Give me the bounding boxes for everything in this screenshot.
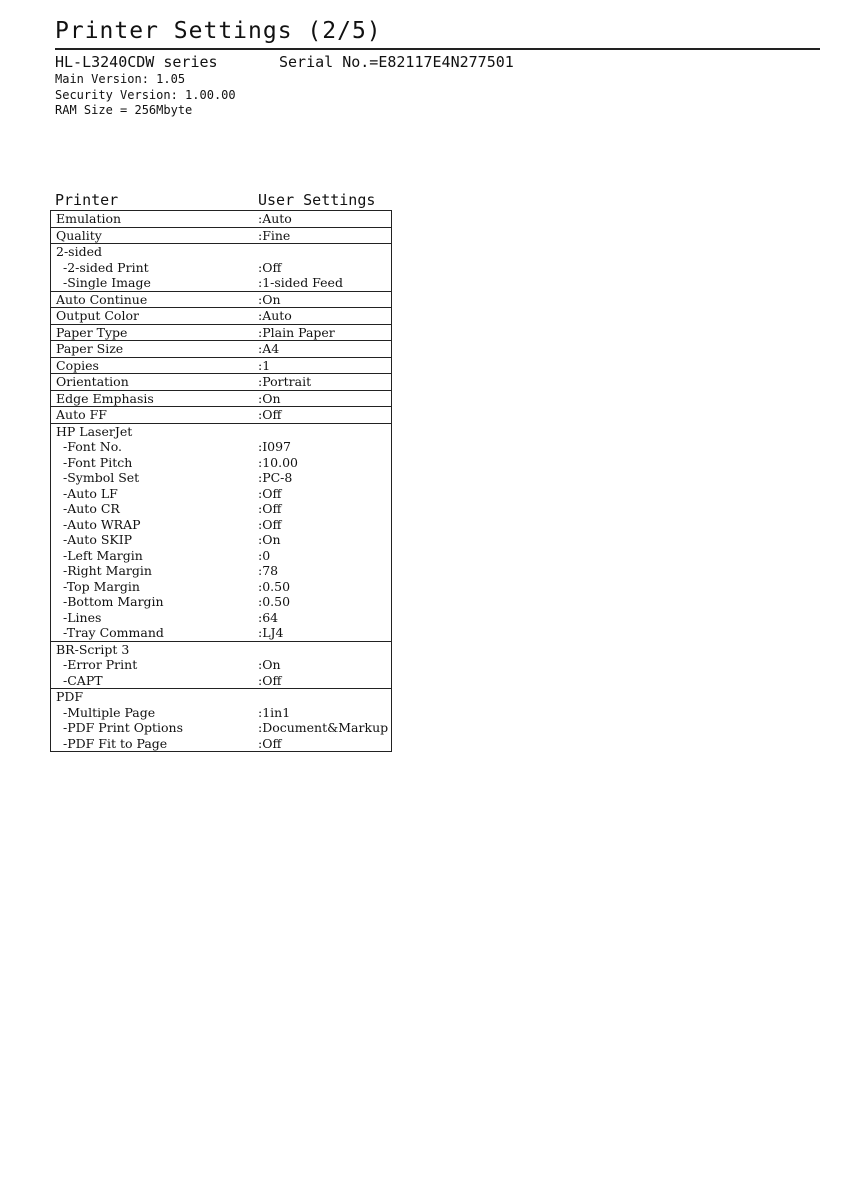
settings-row [51, 424, 391, 440]
settings-row [51, 625, 391, 641]
settings-row [51, 308, 391, 324]
settings-row [51, 244, 391, 260]
setting-name: -Auto WRAP [63, 516, 141, 532]
setting-value: :0 [258, 547, 271, 563]
settings-row [51, 532, 391, 548]
setting-value: :LJ4 [258, 625, 284, 640]
setting-name: Paper Size [56, 341, 124, 356]
setting-value: :1-sided Feed [258, 275, 343, 290]
setting-name: -Auto SKIP [63, 532, 133, 547]
settings-group [51, 423, 391, 641]
setting-value: :Off [258, 516, 282, 532]
setting-name: -Auto LF [63, 485, 118, 501]
setting-value: :On [258, 657, 281, 672]
setting-value: :I097 [258, 439, 292, 454]
settings-row [51, 720, 391, 736]
settings-row [51, 486, 391, 502]
setting-name: Orientation [56, 374, 129, 389]
security-version: Security Version: 1.00.00 [55, 88, 236, 102]
serial-number: Serial No.=E82117E4N277501 [279, 53, 514, 71]
page-title: Printer Settings (2/5) [55, 18, 382, 44]
settings-row [51, 391, 391, 407]
settings-row [51, 325, 391, 341]
setting-name: -Bottom Margin [63, 594, 164, 609]
setting-value: :Off [258, 407, 282, 422]
settings-row [51, 455, 391, 471]
settings-group [51, 211, 391, 227]
setting-value: :1 [258, 357, 271, 373]
settings-group [51, 340, 391, 357]
setting-name: -Auto CR [63, 501, 120, 516]
settings-row [51, 705, 391, 721]
settings-group [51, 227, 391, 244]
settings-row [51, 610, 391, 626]
settings-group [51, 390, 391, 407]
setting-name: -2-sided Print [63, 259, 149, 275]
setting-name: Paper Type [56, 324, 128, 340]
settings-row [51, 211, 391, 227]
settings-row [51, 501, 391, 517]
settings-row [51, 341, 391, 357]
setting-name: -Lines [63, 609, 102, 625]
setting-name: -Left Margin [63, 547, 143, 563]
settings-row [51, 228, 391, 244]
settings-row [51, 736, 391, 752]
settings-row [51, 470, 391, 486]
setting-name: -CAPT [63, 672, 103, 688]
settings-row [51, 292, 391, 308]
settings-group [51, 688, 391, 751]
settings-row [51, 689, 391, 705]
settings-group [51, 357, 391, 374]
setting-value: :Document&Markup [258, 720, 389, 735]
setting-name: Emulation [56, 211, 122, 226]
setting-value: :Fine [258, 227, 291, 243]
setting-name: Auto Continue [56, 291, 148, 307]
setting-value: :Auto [258, 308, 292, 323]
settings-group [51, 324, 391, 341]
setting-value: :Off [258, 485, 282, 501]
setting-name: -Tray Command [63, 625, 164, 640]
setting-value: :On [258, 291, 281, 307]
setting-value: :0.50 [258, 578, 291, 594]
settings-row [51, 673, 391, 689]
settings-row [51, 563, 391, 579]
settings-group [51, 406, 391, 423]
settings-row [51, 407, 391, 423]
setting-value: :Off [258, 501, 282, 516]
setting-name: -PDF Fit to Page [63, 735, 168, 751]
setting-name: Edge Emphasis [56, 390, 154, 406]
setting-value: :10.00 [258, 454, 298, 470]
title-divider [55, 48, 820, 50]
settings-row [51, 642, 391, 658]
setting-value: :1in1 [258, 704, 291, 720]
setting-name: 2-sided [56, 244, 102, 259]
settings-row [51, 579, 391, 595]
section-heading-user-settings: User Settings [258, 191, 376, 209]
setting-name: -Error Print [63, 657, 138, 672]
setting-name: Copies [56, 357, 99, 373]
settings-group [51, 307, 391, 324]
settings-row [51, 358, 391, 374]
main-version: Main Version: 1.05 [55, 72, 186, 86]
settings-row [51, 548, 391, 564]
setting-value: :On [258, 390, 281, 406]
setting-name: Output Color [56, 308, 139, 323]
setting-name: Quality [56, 227, 102, 243]
setting-value: :Auto [258, 211, 292, 226]
setting-name: BR-Script 3 [56, 641, 130, 657]
setting-value: :Off [258, 259, 282, 275]
settings-row [51, 657, 391, 673]
ram-size: RAM Size = 256Mbyte [55, 103, 193, 117]
setting-name: -Top Margin [63, 578, 140, 594]
settings-group [51, 641, 391, 689]
setting-name: -Font Pitch [63, 454, 133, 470]
settings-group [51, 243, 391, 291]
setting-name: -Symbol Set [63, 470, 140, 485]
setting-value: :Plain Paper [258, 324, 335, 340]
settings-row [51, 517, 391, 533]
settings-row [51, 439, 391, 455]
setting-value: :On [258, 532, 281, 547]
setting-value: :PC-8 [258, 470, 293, 485]
setting-name: -Font No. [63, 439, 123, 454]
section-heading-printer: Printer [55, 191, 119, 209]
settings-row [51, 260, 391, 276]
model-name: HL-L3240CDW series [55, 53, 218, 71]
setting-name: HP LaserJet [56, 423, 133, 439]
setting-name: -Right Margin [63, 563, 152, 578]
setting-name: Auto FF [56, 407, 107, 422]
setting-value: :A4 [258, 341, 280, 356]
settings-row [51, 275, 391, 291]
setting-name: -PDF Print Options [63, 720, 183, 735]
settings-group [51, 373, 391, 390]
settings-row [51, 374, 391, 390]
setting-value: :Portrait [258, 374, 312, 389]
setting-value: :0.50 [258, 594, 291, 609]
setting-value: :Off [258, 672, 282, 688]
settings-group [51, 291, 391, 308]
setting-name: -Single Image [63, 275, 151, 290]
setting-value: :Off [258, 735, 282, 751]
setting-value: :78 [258, 563, 279, 578]
setting-name: PDF [56, 689, 84, 704]
setting-value: :64 [258, 609, 279, 625]
settings-row [51, 594, 391, 610]
settings-table [50, 210, 392, 752]
setting-name: -Multiple Page [63, 704, 156, 720]
